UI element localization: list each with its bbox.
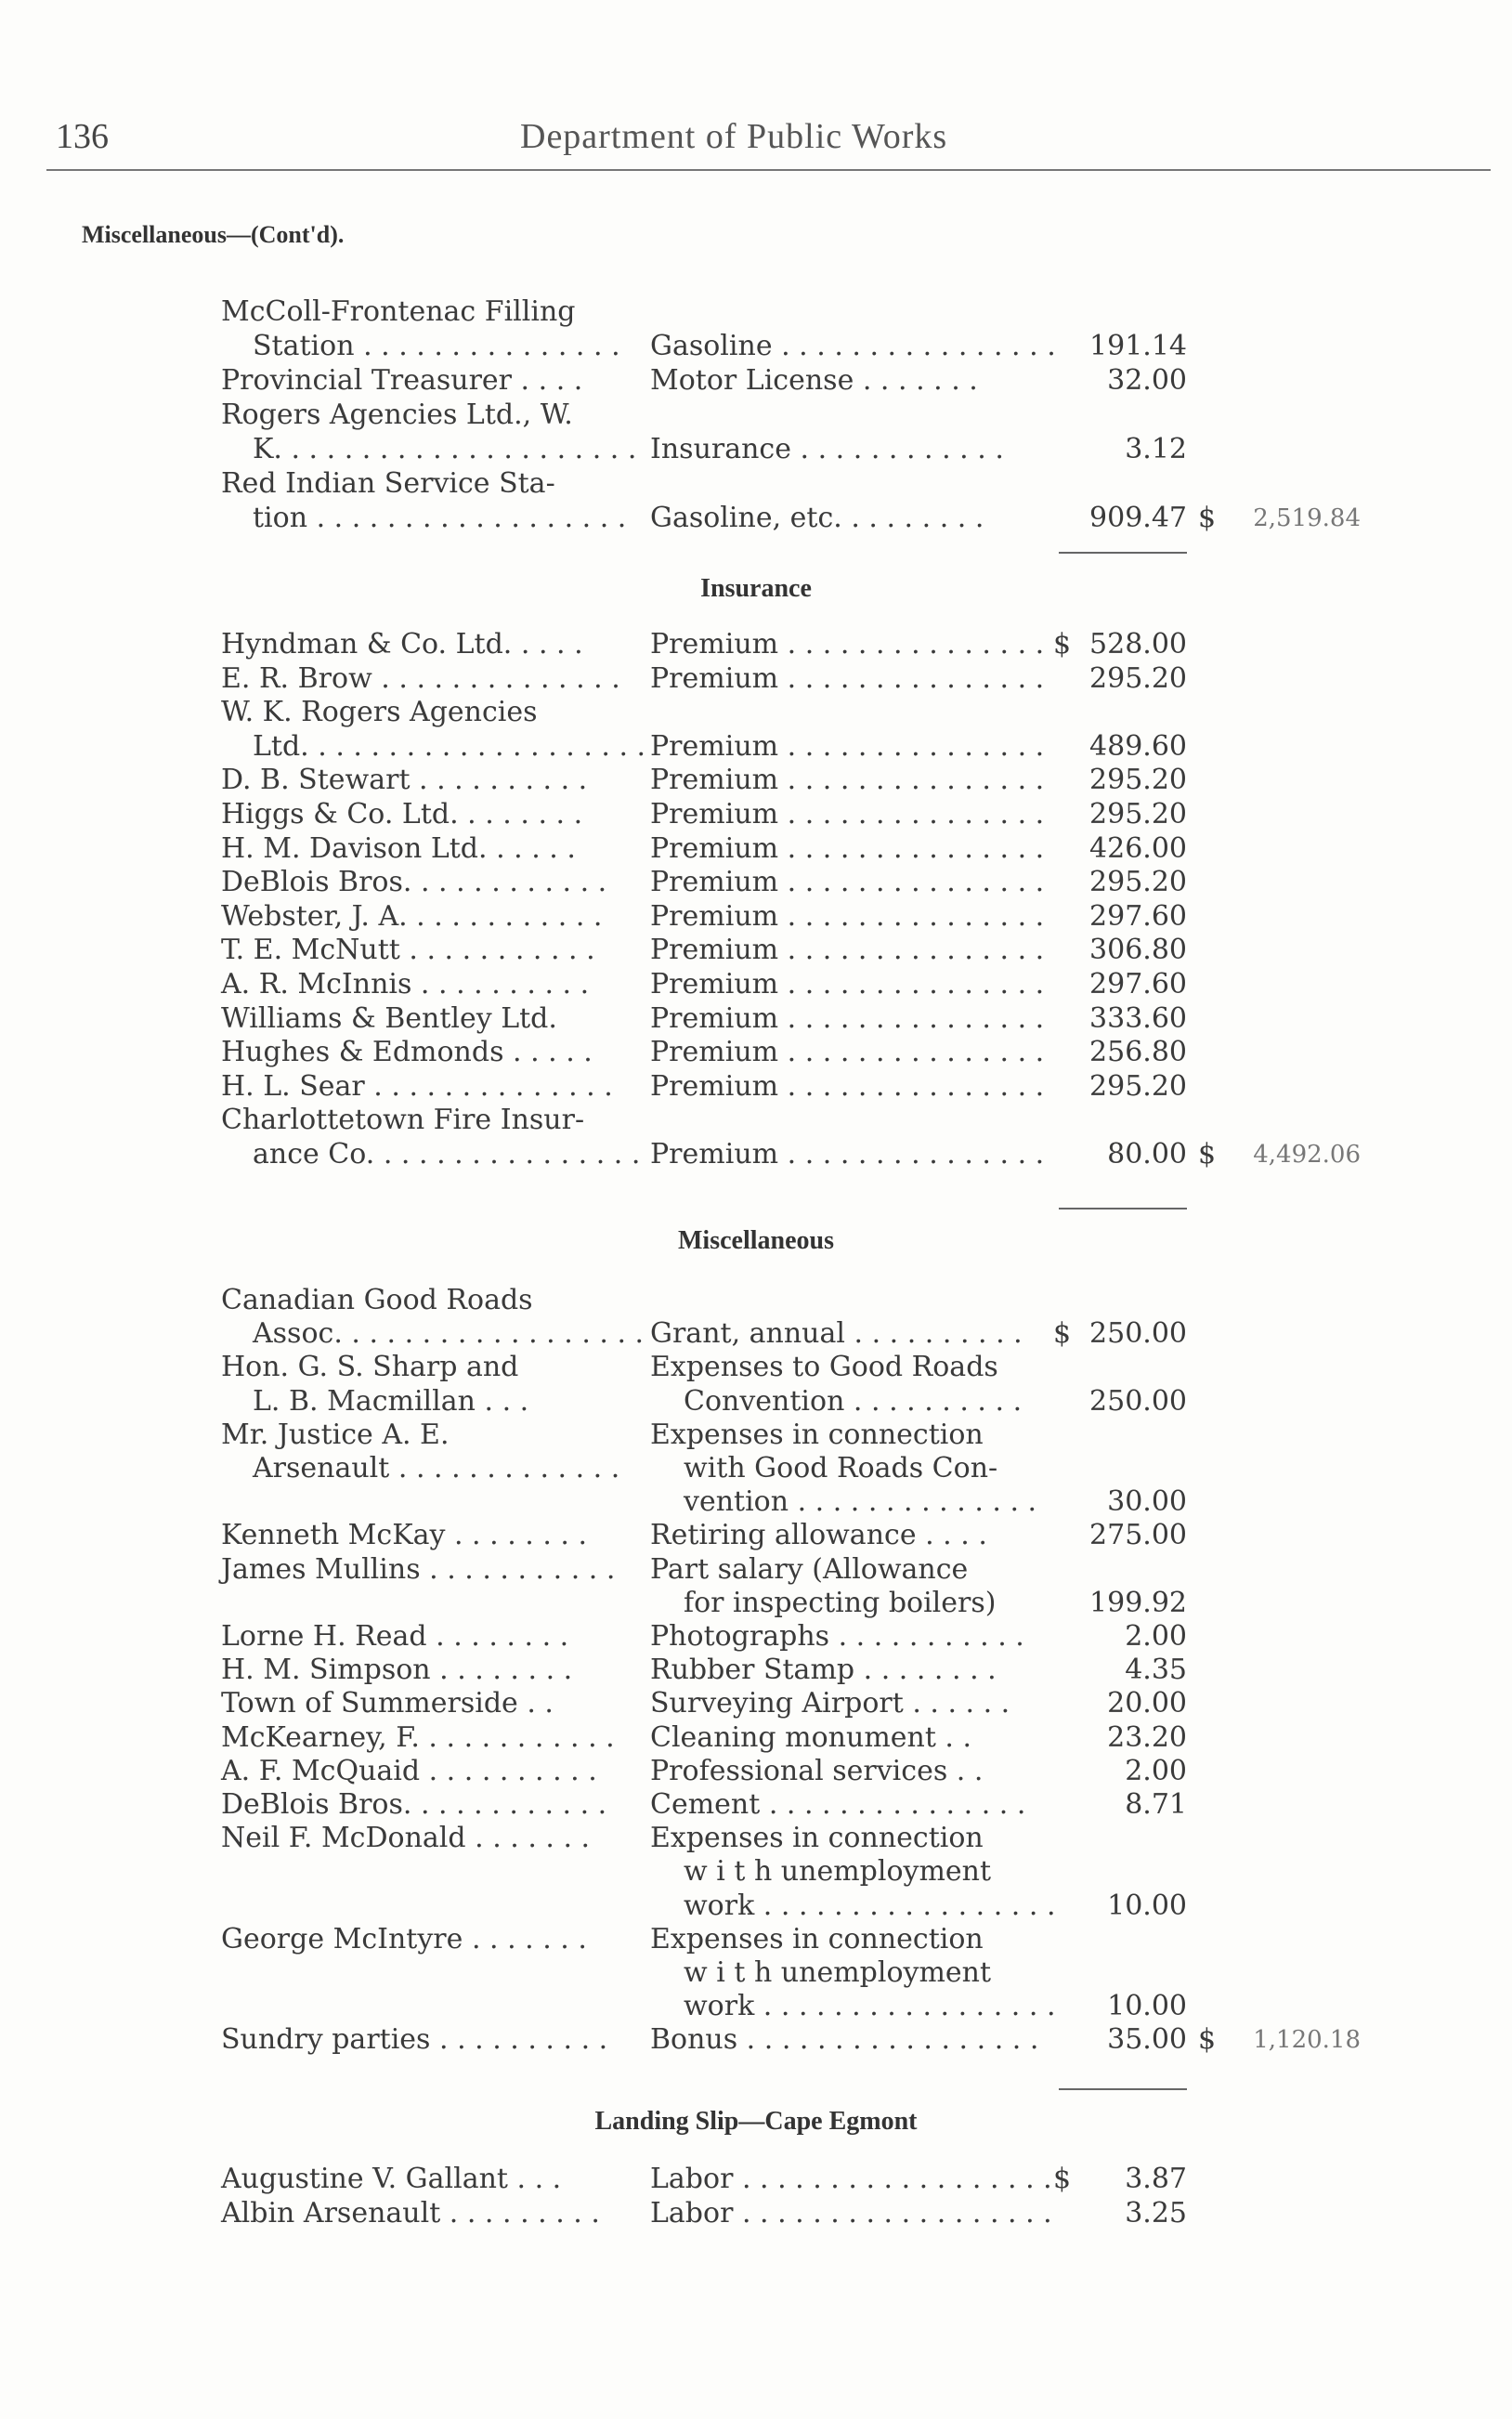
item-description: w i t h unemployment	[684, 1956, 992, 1989]
item-description: Cleaning monument . .	[650, 1720, 972, 1754]
item-description: Premium . . . . . . . . . . . . . . .	[650, 968, 1045, 1000]
payee-name: Hon. G. S. Sharp and	[221, 1351, 519, 1384]
payee-name: Station . . . . . . . . . . . . . . .	[253, 330, 620, 362]
item-description: Convention . . . . . . . . . .	[684, 1384, 1023, 1418]
item-description: Premium . . . . . . . . . . . . . . .	[650, 1036, 1045, 1069]
amount-value: 250.00	[1089, 1384, 1187, 1418]
payee-name: Hughes & Edmonds . . . . .	[221, 1036, 593, 1069]
amount-value: 3.12	[1125, 433, 1187, 465]
item-description: Cement . . . . . . . . . . . . . . .	[650, 1788, 1026, 1821]
ledger-row	[0, 1284, 1512, 1317]
ledger-row	[0, 1956, 1512, 1990]
ledger-row	[0, 730, 1512, 764]
item-description: Part salary (Allowance	[650, 1552, 969, 1586]
amount-value: 35.00	[1107, 2023, 1187, 2057]
amount-value: 3.25	[1125, 2197, 1187, 2229]
amount-value: 30.00	[1107, 1485, 1187, 1519]
item-description: Premium . . . . . . . . . . . . . . .	[650, 764, 1045, 797]
payee-name: ance Co. . . . . . . . . . . . . . . .	[253, 1138, 641, 1170]
amount-value: 909.47	[1089, 502, 1187, 534]
amount-value: 2.00	[1125, 1620, 1187, 1653]
amount-value: 295.20	[1089, 764, 1187, 797]
ledger-row	[0, 467, 1512, 501]
payee-name: Mr. Justice A. E.	[221, 1418, 450, 1451]
payee-name: Arsenault . . . . . . . . . . . . .	[253, 1452, 620, 1484]
header-rule	[46, 169, 1491, 171]
ledger-row	[0, 900, 1512, 934]
amount-value: 250.00	[1089, 1317, 1187, 1351]
ledger-row	[0, 1788, 1512, 1822]
payee-name: Neil F. McDonald . . . . . . .	[221, 1822, 591, 1855]
item-description: Retiring allowance . . . .	[650, 1519, 987, 1552]
amount-value: 32.00	[1107, 364, 1187, 397]
ledger-row	[0, 1553, 1512, 1587]
payee-name: W. K. Rogers Agencies	[221, 696, 538, 729]
amount-value: 23.20	[1107, 1720, 1187, 1754]
item-description: work . . . . . . . . . . . . . . . . .	[684, 1990, 1056, 2023]
payee-name: Kenneth McKay . . . . . . . .	[221, 1519, 588, 1552]
sum-rule	[1059, 552, 1187, 554]
payee-name: K. . . . . . . . . . . . . . . . . . . . .	[253, 433, 637, 465]
item-description: Grant, annual . . . . . . . . . .	[650, 1317, 1023, 1351]
ledger-row	[0, 1452, 1512, 1485]
amount-value: 4.35	[1125, 1654, 1187, 1687]
section-total: 1,120.18	[1253, 2026, 1361, 2055]
item-description: Premium . . . . . . . . . . . . . . .	[650, 798, 1045, 830]
amount-value: 297.60	[1089, 968, 1187, 1000]
item-description: Expenses in connection	[650, 1922, 984, 1955]
section-heading-insurance: Insurance	[700, 574, 812, 603]
amount-value: 489.60	[1089, 729, 1187, 763]
ledger-row	[0, 1036, 1512, 1069]
item-description: for inspecting boilers)	[684, 1586, 997, 1619]
ledger-row	[0, 798, 1512, 831]
payee-name: Lorne H. Read . . . . . . . .	[221, 1620, 569, 1653]
item-description: Premium . . . . . . . . . . . . . . .	[650, 1069, 1045, 1103]
payee-name: George McIntyre . . . . . . .	[221, 1922, 587, 1955]
section-heading-miscellaneous: Miscellaneous	[678, 1226, 834, 1255]
total-dollar-sign: $	[1198, 502, 1217, 534]
amount-value: 10.00	[1107, 1889, 1187, 1922]
amount-value: 256.80	[1089, 1036, 1187, 1069]
amount-value: 295.20	[1089, 866, 1187, 899]
payee-name: Webster, J. A. . . . . . . . . . . .	[221, 899, 603, 933]
ledger-row	[0, 433, 1512, 466]
amount-value: 295.20	[1089, 798, 1187, 830]
amount-value: 528.00	[1089, 628, 1187, 660]
ledger-row	[0, 1070, 1512, 1104]
item-description: Motor License . . . . . . .	[650, 364, 978, 397]
amount-value: 275.00	[1089, 1519, 1187, 1552]
payee-name: D. B. Stewart . . . . . . . . . .	[221, 764, 588, 797]
ledger-row	[0, 1889, 1512, 1923]
ledger-row	[0, 1654, 1512, 1687]
ledger-row	[0, 1620, 1512, 1654]
ledger-row	[0, 2163, 1512, 2196]
total-dollar-sign: $	[1198, 2023, 1217, 2057]
item-description: Premium . . . . . . . . . . . . . . .	[650, 1001, 1045, 1035]
payee-name: Higgs & Co. Ltd. . . . . . . .	[221, 798, 583, 830]
ledger-row	[0, 2023, 1512, 2057]
payee-name: Provincial Treasurer . . . .	[221, 364, 583, 397]
amount-value: 20.00	[1107, 1687, 1187, 1720]
ledger-row	[0, 1002, 1512, 1036]
item-description: Gasoline . . . . . . . . . . . . . . . .	[650, 330, 1056, 362]
item-description: Insurance . . . . . . . . . . . .	[650, 433, 1004, 465]
item-description: Expenses to Good Roads	[650, 1351, 998, 1384]
page-title: Department of Public Works	[520, 117, 948, 156]
amount-value: 295.20	[1089, 1069, 1187, 1103]
ledger-row	[0, 832, 1512, 866]
payee-name: Ltd. . . . . . . . . . . . . . . . . . . .	[253, 729, 646, 763]
dollar-sign: $	[1053, 2163, 1072, 2195]
payee-name: H. M. Davison Ltd. . . . . .	[221, 831, 576, 865]
ledger-row	[0, 364, 1512, 398]
dollar-sign: $	[1053, 628, 1072, 660]
total-dollar-sign: $	[1198, 1138, 1217, 1170]
ledger-row	[0, 696, 1512, 729]
page-number: 136	[56, 117, 109, 156]
ledger-row	[0, 662, 1512, 696]
item-description: Labor . . . . . . . . . . . . . . . . . .	[650, 2163, 1052, 2195]
amount-value: 8.71	[1125, 1788, 1187, 1821]
payee-name: Albin Arsenault . . . . . . . . .	[221, 2197, 600, 2229]
ledger-row	[0, 330, 1512, 363]
item-description: Gasoline, etc. . . . . . . . .	[650, 502, 984, 534]
ledger-row	[0, 934, 1512, 967]
payee-name: Sundry parties . . . . . . . . . .	[221, 2023, 608, 2057]
item-description: Surveying Airport . . . . . .	[650, 1687, 1010, 1720]
payee-name: H. L. Sear . . . . . . . . . . . . . .	[221, 1069, 613, 1103]
ledger-row	[0, 2197, 1512, 2230]
payee-name: Red Indian Service Sta-	[221, 467, 555, 500]
item-description: Premium . . . . . . . . . . . . . . .	[650, 831, 1045, 865]
ledger-row	[0, 968, 1512, 1001]
item-description: Premium . . . . . . . . . . . . . . .	[650, 1138, 1045, 1170]
payee-name: DeBlois Bros. . . . . . . . . . . .	[221, 1788, 607, 1821]
section-total: 2,519.84	[1253, 504, 1361, 532]
payee-name: T. E. McNutt . . . . . . . . . . .	[221, 934, 595, 967]
amount-value: 199.92	[1089, 1586, 1187, 1619]
ledger-row	[0, 1351, 1512, 1384]
ledger-row	[0, 1721, 1512, 1755]
item-description: Professional services . .	[650, 1754, 984, 1787]
ledger-row	[0, 295, 1512, 329]
payee-name: E. R. Brow . . . . . . . . . . . . . .	[221, 661, 620, 695]
payee-name: L. B. Macmillan . . .	[253, 1384, 529, 1418]
payee-name: McKearney, F. . . . . . . . . . . .	[221, 1720, 615, 1754]
ledger-row	[0, 1317, 1512, 1351]
ledger-row	[0, 1822, 1512, 1855]
amount-value: 295.20	[1089, 661, 1187, 695]
continued-heading: Miscellaneous—(Cont'd).	[82, 221, 345, 248]
ledger-row	[0, 1923, 1512, 1956]
payee-name: H. M. Simpson . . . . . . . .	[221, 1654, 573, 1687]
payee-name: Charlottetown Fire Insur-	[221, 1104, 585, 1137]
ledger-row	[0, 502, 1512, 535]
ledger-row	[0, 1990, 1512, 2023]
ledger-row	[0, 1519, 1512, 1552]
amount-value: 191.14	[1089, 330, 1187, 362]
section-total: 4,492.06	[1253, 1141, 1361, 1169]
payee-name: A. R. McInnis . . . . . . . . . .	[221, 968, 590, 1000]
item-description: Premium . . . . . . . . . . . . . . .	[650, 866, 1045, 899]
payee-name: DeBlois Bros. . . . . . . . . . . .	[221, 866, 607, 899]
sum-rule	[1059, 2088, 1187, 2090]
item-description: Expenses in connection	[650, 1418, 984, 1451]
item-description: Premium . . . . . . . . . . . . . . .	[650, 661, 1045, 695]
item-description: Rubber Stamp . . . . . . . .	[650, 1654, 997, 1687]
amount-value: 3.87	[1125, 2163, 1187, 2195]
payee-name: Williams & Bentley Ltd.	[221, 1001, 557, 1035]
ledger-row	[0, 1385, 1512, 1419]
section-heading-landing-slip: Landing Slip—Cape Egmont	[594, 2107, 918, 2136]
payee-name: Hyndman & Co. Ltd. . . . .	[221, 628, 583, 660]
ledger-row	[0, 1855, 1512, 1889]
payee-name: Assoc. . . . . . . . . . . . . . . . . .	[253, 1317, 645, 1351]
ledger-row	[0, 1419, 1512, 1452]
ledger-row	[0, 1138, 1512, 1171]
ledger-row	[0, 1687, 1512, 1720]
item-description: with Good Roads Con-	[684, 1452, 998, 1484]
payee-name: Town of Summerside . .	[221, 1687, 554, 1720]
dollar-sign: $	[1053, 1317, 1072, 1351]
payee-name: McColl-Frontenac Filling	[221, 295, 576, 328]
item-description: Labor . . . . . . . . . . . . . . . . . .	[650, 2197, 1052, 2229]
item-description: Premium . . . . . . . . . . . . . . .	[650, 729, 1045, 763]
ledger-row	[0, 1104, 1512, 1137]
item-description: Premium . . . . . . . . . . . . . . .	[650, 934, 1045, 967]
item-description: Premium . . . . . . . . . . . . . . .	[650, 628, 1045, 660]
payee-name: Canadian Good Roads	[221, 1284, 533, 1316]
running-head	[56, 116, 1486, 163]
ledger-row	[0, 1755, 1512, 1788]
item-description: Bonus . . . . . . . . . . . . . . . . .	[650, 2023, 1039, 2057]
amount-value: 80.00	[1107, 1138, 1187, 1170]
ledger-row	[0, 628, 1512, 661]
amount-value: 426.00	[1089, 831, 1187, 865]
item-description: w i t h unemployment	[684, 1855, 992, 1889]
ledger-row	[0, 1485, 1512, 1519]
amount-value: 333.60	[1089, 1001, 1187, 1035]
item-description: vention . . . . . . . . . . . . . .	[684, 1485, 1037, 1519]
amount-value: 10.00	[1107, 1990, 1187, 2023]
amount-value: 306.80	[1089, 934, 1187, 967]
item-description: Photographs . . . . . . . . . . .	[650, 1620, 1024, 1653]
payee-name: Augustine V. Gallant . . .	[221, 2163, 562, 2195]
ledger-row	[0, 1587, 1512, 1620]
payee-name: Rogers Agencies Ltd., W.	[221, 399, 573, 431]
payee-name: tion . . . . . . . . . . . . . . . . . .	[253, 502, 627, 534]
amount-value: 297.60	[1089, 899, 1187, 933]
ledger-row	[0, 399, 1512, 432]
item-description: work . . . . . . . . . . . . . . . . .	[684, 1889, 1056, 1922]
amount-value: 2.00	[1125, 1754, 1187, 1787]
sum-rule	[1059, 1208, 1187, 1210]
item-description: Expenses in connection	[650, 1822, 984, 1855]
item-description: Premium . . . . . . . . . . . . . . .	[650, 899, 1045, 933]
ledger-row	[0, 764, 1512, 797]
payee-name: A. F. McQuaid . . . . . . . . . .	[221, 1754, 597, 1787]
payee-name: James Mullins . . . . . . . . . . .	[221, 1552, 616, 1586]
ledger-row	[0, 866, 1512, 899]
